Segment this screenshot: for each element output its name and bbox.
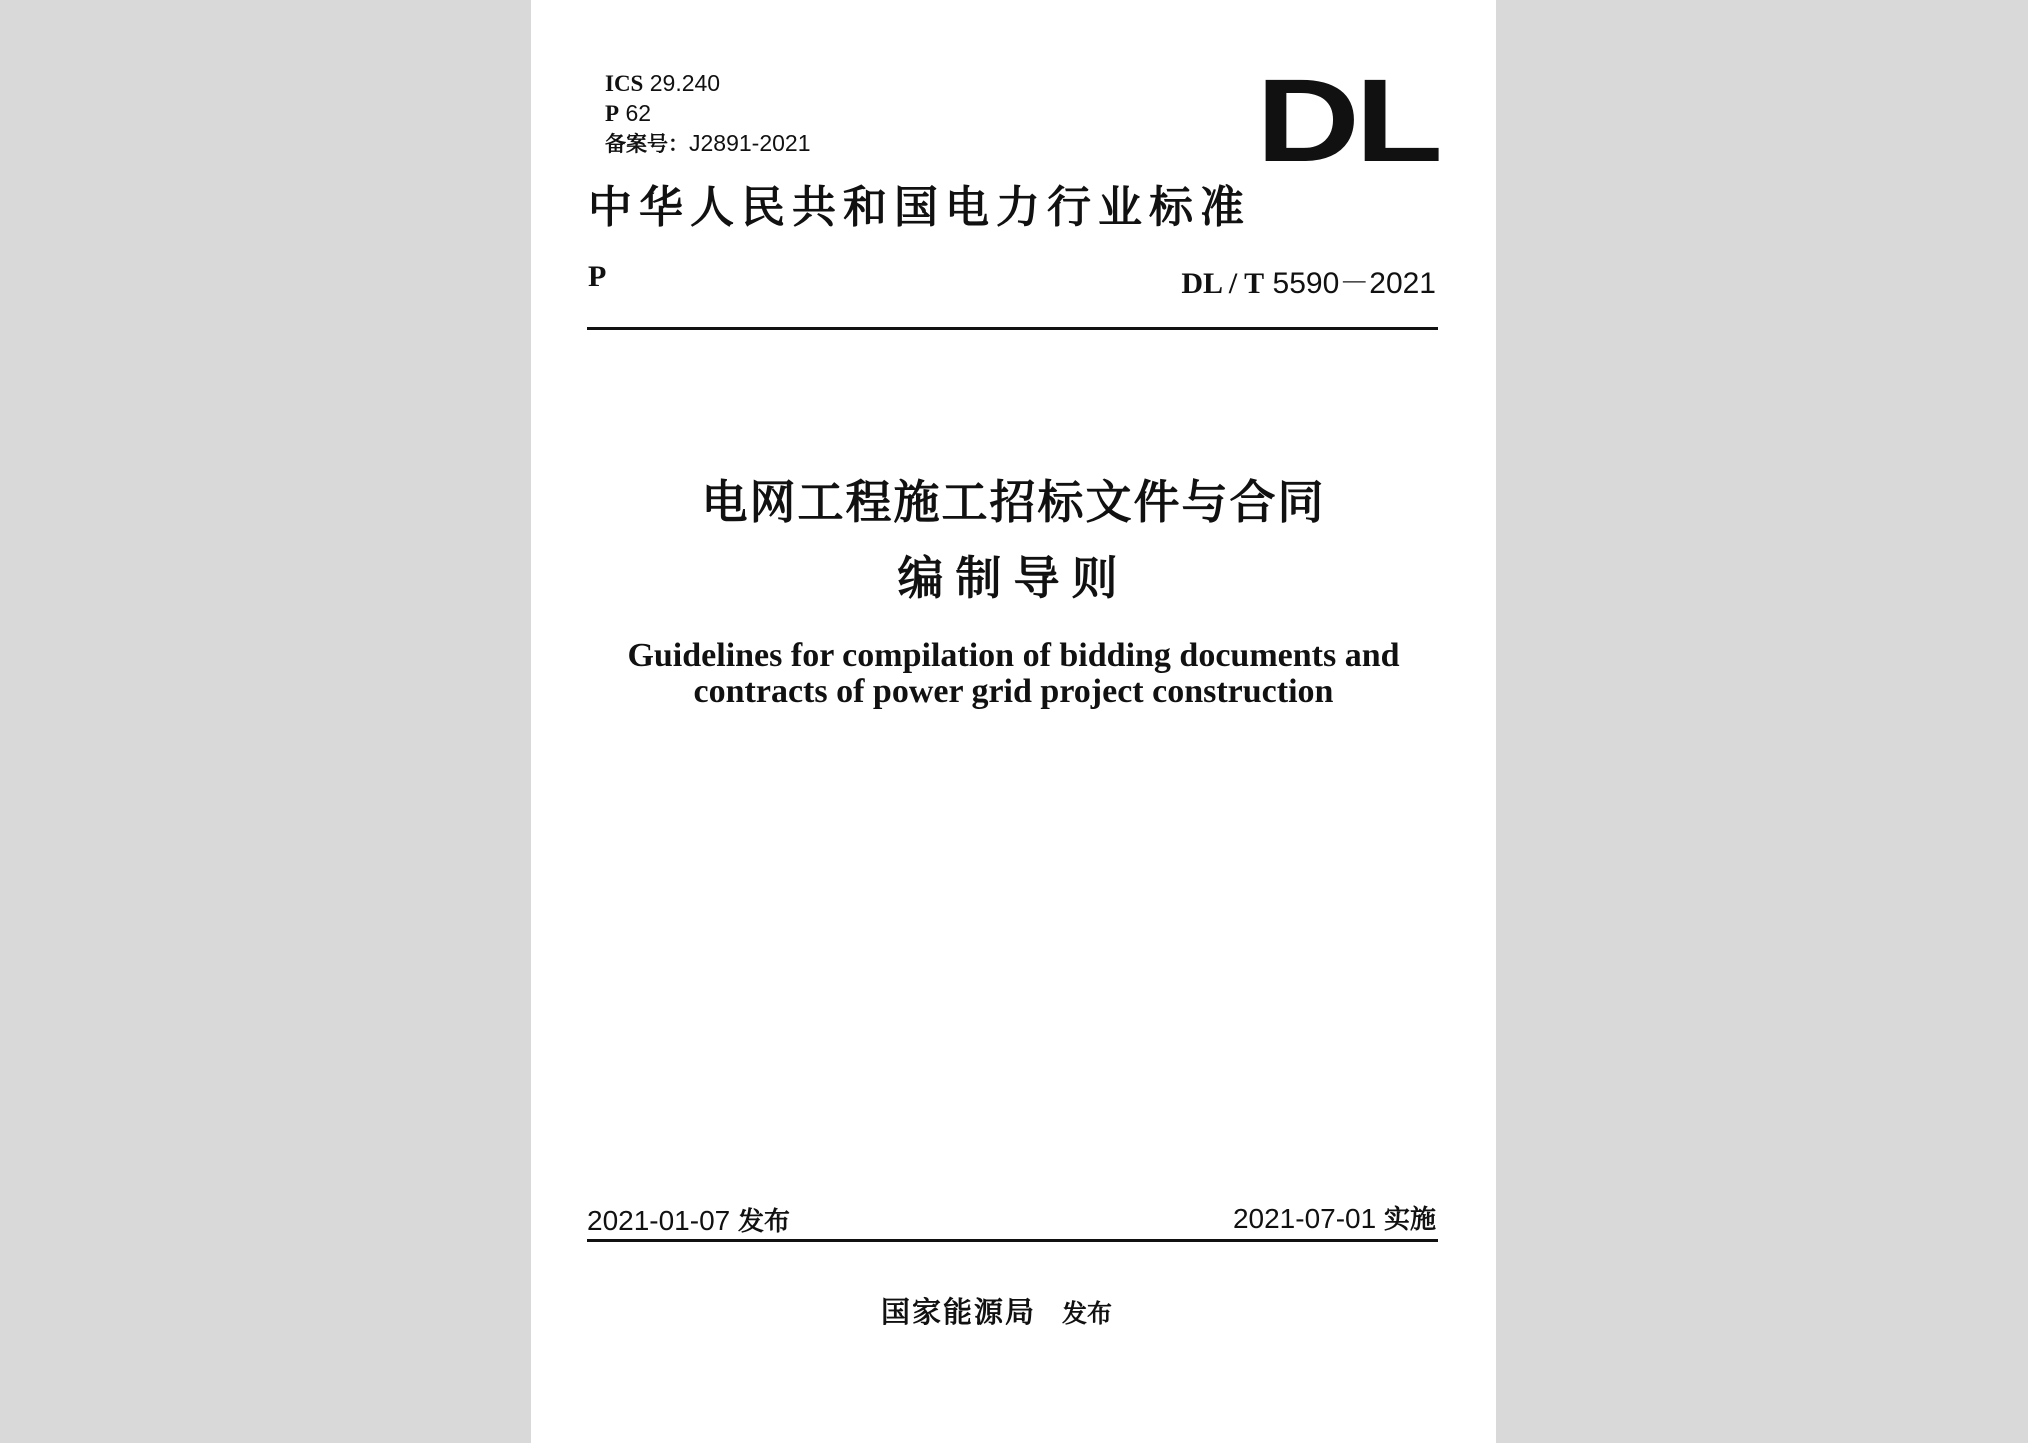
issuer-name: 国家能源局 (881, 1295, 1037, 1329)
ccs-value: 62 (625, 100, 652, 126)
issuer (881, 1290, 1112, 1331)
ccs-code (605, 98, 651, 129)
effective-date (1233, 1199, 1436, 1236)
ccs-label: P (605, 101, 620, 126)
standard-title: 中华人民共和国电力行业标准 (588, 182, 1251, 233)
title-cn-line1: 电网工程施工招标文件与合同 (701, 475, 1326, 529)
effective-date-value: 2021-07-01 (1232, 1203, 1377, 1234)
dl-logo: DL (1256, 55, 1439, 187)
ics-value: 29.240 (649, 70, 721, 96)
ics-label: ICS (605, 71, 644, 96)
filing-number (605, 128, 811, 159)
classification: P (588, 260, 607, 293)
title-en-line1: Guidelines for compilation of bidding documents and (627, 637, 1400, 674)
standard-code (1181, 258, 1436, 302)
header-rule (587, 327, 1438, 330)
filing-value: J2891-2021 (689, 130, 811, 156)
issue-date-value: 2021-01-07 (587, 1205, 731, 1236)
standard-code-number: 5590－2021 (1272, 267, 1436, 300)
ics-code (605, 68, 720, 99)
issue-date (587, 1201, 790, 1238)
effective-date-label: 实施 (1383, 1205, 1436, 1235)
filing-label: 备案号： (605, 132, 689, 156)
issuer-verb: 发布 (1062, 1299, 1113, 1328)
title-en-line2: contracts of power grid project construction (693, 673, 1334, 710)
title-cn-line2: 编制导则 (897, 551, 1130, 605)
standard-code-prefix: DL / T (1181, 267, 1265, 300)
footer-rule (587, 1239, 1438, 1242)
issue-date-label: 发布 (738, 1207, 791, 1237)
document-page (531, 0, 1496, 1443)
